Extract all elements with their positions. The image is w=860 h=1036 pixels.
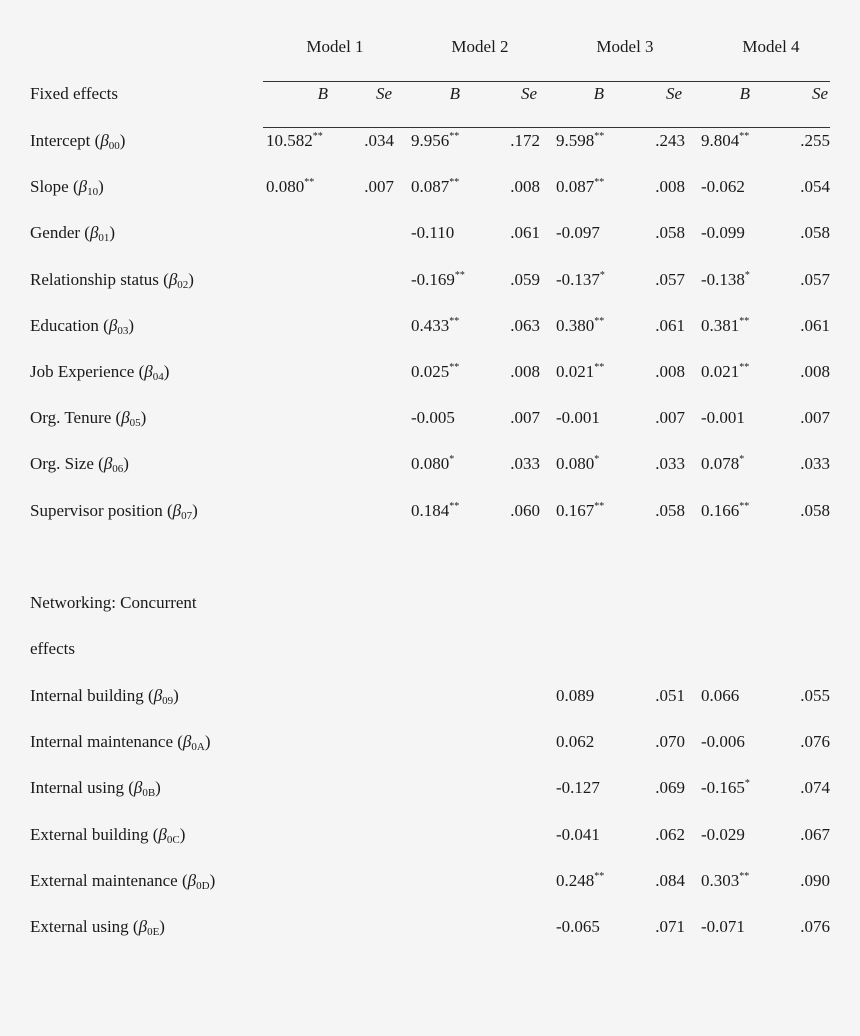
coef-value: 0.166 (701, 500, 740, 520)
row-label (30, 871, 215, 891)
coef-b-model-4 (701, 408, 745, 428)
coef-b-model-4 (701, 316, 749, 336)
row-label-close: ) (159, 917, 165, 936)
model-1-header: Model 1 (306, 37, 364, 56)
row-label-text: Org. Tenure ( (30, 408, 122, 428)
row-label-subscript: 0E (147, 926, 160, 938)
col-b-3: B (593, 84, 604, 103)
coef-se-model-4: .057 (800, 269, 830, 289)
coef-b-model-2 (411, 362, 459, 382)
coef-b-model-4 (701, 131, 749, 151)
coef-se-model-3: .069 (655, 778, 685, 798)
row-label-close: ) (163, 362, 170, 381)
col-b-2: B (449, 84, 460, 103)
coef-b-model-3 (556, 686, 594, 706)
row-label-subscript: 0A (191, 741, 205, 754)
beta-symbol: β (78, 177, 88, 197)
significance-stars: ** (449, 131, 460, 142)
significance-stars: ** (739, 362, 750, 373)
row-label-subscript: 04 (152, 371, 164, 383)
coef-b-model-4 (701, 362, 749, 382)
row-label-text: Gender ( (30, 223, 90, 243)
row-label (30, 454, 129, 474)
significance-stars: * (594, 454, 600, 466)
coef-value: -0.138 (701, 269, 745, 289)
row-label-text: External building ( (30, 824, 159, 844)
networking-label-line1: Networking: Concurrent (30, 593, 197, 612)
coef-value: 0.087 (556, 177, 595, 197)
row-label (30, 408, 146, 428)
coef-b-model-1 (266, 131, 323, 151)
coef-se-model-2: .061 (510, 223, 540, 243)
significance-stars: ** (739, 131, 750, 142)
coef-se-model-4: .076 (800, 917, 830, 936)
coef-se-model-4: .067 (800, 824, 830, 844)
significance-stars: ** (449, 500, 460, 512)
coef-b-model-3 (556, 270, 605, 290)
significance-stars: ** (454, 269, 465, 281)
beta-symbol: β (153, 686, 163, 705)
coef-se-model-4: .255 (800, 131, 830, 150)
beta-symbol: β (158, 824, 167, 844)
coef-se-model-3: .070 (655, 732, 685, 752)
significance-stars: ** (594, 315, 605, 327)
coef-b-model-3 (556, 177, 604, 197)
coef-b-model-2 (411, 501, 459, 521)
coef-se-model-2: .063 (510, 315, 540, 335)
coef-se-model-4: .090 (800, 870, 830, 890)
significance-stars: * (599, 269, 605, 281)
coef-value: 0.184 (411, 500, 450, 520)
coef-b-model-4 (701, 223, 745, 243)
coef-se-model-3: .008 (655, 362, 685, 381)
significance-stars: ** (449, 177, 460, 189)
coef-b-model-4 (701, 454, 744, 474)
coef-se-model-4: .055 (800, 686, 830, 705)
beta-symbol: β (89, 223, 99, 243)
coef-value: 0.021 (701, 362, 740, 381)
coef-se-model-2: .007 (510, 408, 540, 428)
coef-value: -0.071 (701, 917, 745, 936)
significance-stars: ** (594, 131, 605, 142)
coef-value: 0.380 (556, 315, 595, 335)
coef-se-model-3: .071 (655, 917, 685, 936)
row-label-close: ) (204, 732, 211, 752)
significance-stars: * (739, 454, 745, 466)
coef-se-model-4: .058 (800, 223, 830, 243)
coef-value: -0.001 (701, 408, 745, 428)
significance-stars: ** (304, 177, 315, 189)
subheader-rule (263, 127, 830, 128)
coef-value: 0.087 (411, 177, 450, 197)
significance-stars: ** (594, 870, 605, 882)
row-label-subscript: 06 (112, 463, 124, 476)
row-label-text: Org. Size ( (30, 454, 104, 474)
beta-symbol: β (133, 778, 143, 798)
row-label-close: ) (209, 870, 216, 890)
model-3-header: Model 3 (596, 37, 654, 56)
row-label (30, 778, 161, 798)
row-label-subscript: 07 (181, 509, 193, 522)
coef-b-model-3 (556, 131, 604, 151)
coef-value: 0.080 (556, 454, 595, 474)
beta-symbol: β (172, 500, 182, 520)
coef-se-model-2: .008 (510, 177, 540, 197)
significance-stars: * (744, 778, 750, 790)
significance-stars: ** (312, 131, 323, 142)
row-label (30, 825, 185, 845)
beta-symbol: β (144, 362, 153, 381)
coef-se-model-3: .061 (655, 315, 685, 335)
coef-value: -0.062 (701, 177, 745, 197)
coef-b-model-4 (701, 501, 749, 521)
row-label-close: ) (109, 223, 116, 243)
row-label-text: Education ( (30, 315, 109, 335)
coef-value: 0.167 (556, 500, 595, 520)
coef-value: -0.065 (556, 917, 600, 936)
coef-b-model-3 (556, 362, 604, 382)
significance-stars: * (744, 269, 750, 281)
beta-symbol: β (108, 315, 118, 335)
coef-se-model-3: .051 (655, 686, 685, 705)
coef-se-model-3: .058 (655, 223, 685, 243)
coef-b-model-3 (556, 732, 594, 752)
row-label-close: ) (123, 454, 129, 474)
significance-stars: ** (739, 870, 750, 882)
coef-value: -0.001 (556, 408, 600, 428)
beta-symbol: β (103, 454, 113, 474)
row-label-close: ) (98, 177, 104, 197)
coef-value: 0.025 (411, 362, 450, 381)
coef-se-model-1: .034 (364, 131, 394, 150)
coef-value: -0.097 (556, 223, 600, 243)
coef-value: 0.381 (701, 315, 740, 335)
beta-symbol: β (138, 917, 148, 936)
row-label-subscript: 09 (162, 695, 174, 707)
coef-value: -0.029 (701, 824, 745, 844)
coef-value: 0.066 (701, 686, 740, 705)
coef-b-model-3 (556, 825, 600, 845)
coef-b-model-2 (411, 223, 454, 243)
significance-stars: ** (739, 500, 750, 512)
coef-se-model-4: .074 (800, 778, 830, 798)
coef-value: 0.080 (266, 177, 305, 197)
row-label-close: ) (179, 824, 186, 844)
row-label-text: Internal maintenance ( (30, 732, 183, 752)
coef-b-model-2 (411, 131, 459, 151)
coef-value: -0.137 (556, 269, 600, 289)
row-label (30, 686, 179, 706)
row-label-subscript: 01 (98, 232, 110, 245)
coef-value: 10.582 (266, 131, 313, 150)
significance-stars: ** (594, 362, 605, 373)
row-label-text: Internal building ( (30, 686, 154, 705)
coef-se-model-2: .008 (510, 362, 540, 381)
coef-value: -0.169 (411, 269, 455, 289)
coef-b-model-2 (411, 408, 455, 428)
coef-se-model-3: .057 (655, 269, 685, 289)
row-label-close: ) (140, 408, 147, 428)
row-label-text: Intercept ( (30, 131, 101, 150)
row-label-subscript: 0C (166, 833, 180, 846)
row-label-close: ) (155, 778, 161, 798)
coef-b-model-2 (411, 177, 459, 197)
significance-stars: ** (449, 362, 460, 373)
coef-b-model-3 (556, 316, 604, 336)
coef-se-model-3: .243 (655, 131, 685, 150)
coef-value: 0.089 (556, 686, 595, 705)
coef-se-model-4: .061 (800, 315, 830, 335)
coef-value: -0.099 (701, 223, 745, 243)
fixed-effects-label: Fixed effects (30, 84, 118, 103)
beta-symbol: β (182, 732, 192, 752)
coef-value: -0.165 (701, 778, 745, 798)
coef-value: 0.078 (701, 454, 740, 474)
coef-se-model-3: .084 (655, 870, 685, 890)
col-se-4: Se (811, 84, 828, 103)
row-label-subscript: 0D (196, 879, 210, 892)
row-label-close: ) (173, 686, 179, 705)
row-label-subscript: 02 (177, 278, 189, 291)
col-b-4: B (739, 84, 750, 103)
beta-symbol: β (168, 269, 178, 289)
row-label-text: Supervisor position ( (30, 500, 173, 520)
coef-se-model-4: .008 (800, 362, 830, 381)
coef-b-model-3 (556, 917, 600, 937)
coef-value: 9.804 (701, 131, 740, 150)
coef-se-model-4: .076 (800, 732, 830, 752)
coef-se-model-2: .060 (510, 500, 540, 520)
coef-value: -0.127 (556, 778, 600, 798)
coef-se-model-4: .033 (800, 454, 830, 474)
coef-value: 0.248 (556, 870, 595, 890)
row-label (30, 177, 104, 197)
coef-b-model-2 (411, 316, 459, 336)
row-label (30, 732, 211, 752)
coef-b-model-3 (556, 408, 600, 428)
coef-b-model-1 (266, 177, 314, 197)
significance-stars: * (449, 454, 455, 466)
coef-se-model-1: .007 (364, 177, 394, 197)
coef-se-model-2: .059 (510, 269, 540, 289)
coef-b-model-4 (701, 270, 750, 290)
coef-se-model-2: .033 (510, 454, 540, 474)
row-label (30, 362, 169, 382)
coef-value: 0.080 (411, 454, 450, 474)
row-label-close: ) (128, 315, 134, 335)
coef-se-model-3: .007 (655, 408, 685, 428)
row-label-close: ) (192, 500, 198, 520)
coef-b-model-4 (701, 871, 749, 891)
row-label-text: Internal using ( (30, 778, 134, 798)
networking-label-line2: effects (30, 639, 75, 658)
row-label (30, 316, 134, 336)
coef-se-model-3: .033 (655, 454, 685, 474)
coef-b-model-4 (701, 686, 739, 706)
coef-b-model-4 (701, 917, 745, 937)
coef-value: 0.021 (556, 362, 595, 381)
coef-se-model-3: .058 (655, 500, 685, 520)
row-label (30, 270, 194, 290)
coef-se-model-2: .172 (510, 131, 540, 150)
row-label-text: Slope ( (30, 177, 79, 197)
row-label-subscript: 00 (108, 140, 120, 152)
coef-se-model-4: .058 (800, 500, 830, 520)
coef-value: 0.433 (411, 315, 450, 335)
col-b-1: B (317, 84, 328, 103)
significance-stars: ** (594, 500, 605, 512)
coef-value: -0.110 (411, 223, 455, 243)
coef-value: -0.006 (701, 732, 745, 752)
col-se-2: Se (520, 84, 537, 103)
row-label-close: ) (119, 131, 126, 150)
col-se-3: Se (665, 84, 682, 103)
coef-b-model-3 (556, 454, 599, 474)
coef-b-model-3 (556, 223, 600, 243)
coef-value: -0.041 (556, 824, 600, 844)
row-label-close: ) (188, 269, 194, 289)
row-label-subscript: 10 (87, 186, 99, 199)
coef-b-model-3 (556, 778, 600, 798)
coef-value: 0.062 (556, 732, 595, 752)
coef-value: 0.303 (701, 870, 740, 890)
row-label-subscript: 03 (117, 324, 129, 337)
coef-value: 9.956 (411, 131, 450, 150)
coef-se-model-3: .008 (655, 177, 685, 197)
row-label-text: External maintenance ( (30, 870, 188, 890)
row-label-text: Job Experience ( (30, 362, 145, 381)
coef-value: 9.598 (556, 131, 595, 150)
col-se-1: Se (375, 84, 392, 103)
coef-b-model-2 (411, 454, 454, 474)
coef-b-model-2 (411, 270, 465, 290)
coef-value: -0.005 (411, 408, 455, 428)
coef-b-model-3 (556, 871, 604, 891)
coef-se-model-4: .007 (800, 408, 830, 428)
coef-b-model-4 (701, 732, 745, 752)
model-4-header: Model 4 (742, 37, 800, 56)
row-label-text: Relationship status ( (30, 269, 169, 289)
row-label (30, 501, 198, 521)
coef-b-model-4 (701, 825, 745, 845)
coef-se-model-4: .054 (800, 177, 830, 197)
row-label (30, 131, 125, 151)
row-label-text: External using ( (30, 917, 139, 936)
row-label (30, 223, 115, 243)
header-rule (263, 81, 830, 82)
beta-symbol: β (121, 408, 130, 428)
row-label-subscript: 05 (129, 417, 141, 430)
coef-b-model-3 (556, 501, 604, 521)
beta-symbol: β (100, 131, 109, 150)
model-2-header: Model 2 (451, 37, 509, 56)
row-label (30, 917, 165, 937)
significance-stars: ** (449, 315, 460, 327)
row-label-subscript: 0B (142, 787, 156, 800)
beta-symbol: β (187, 870, 197, 890)
coef-b-model-4 (701, 177, 745, 197)
coef-se-model-3: .062 (655, 824, 685, 844)
significance-stars: ** (594, 177, 605, 189)
significance-stars: ** (739, 315, 750, 327)
coef-b-model-4 (701, 778, 750, 798)
